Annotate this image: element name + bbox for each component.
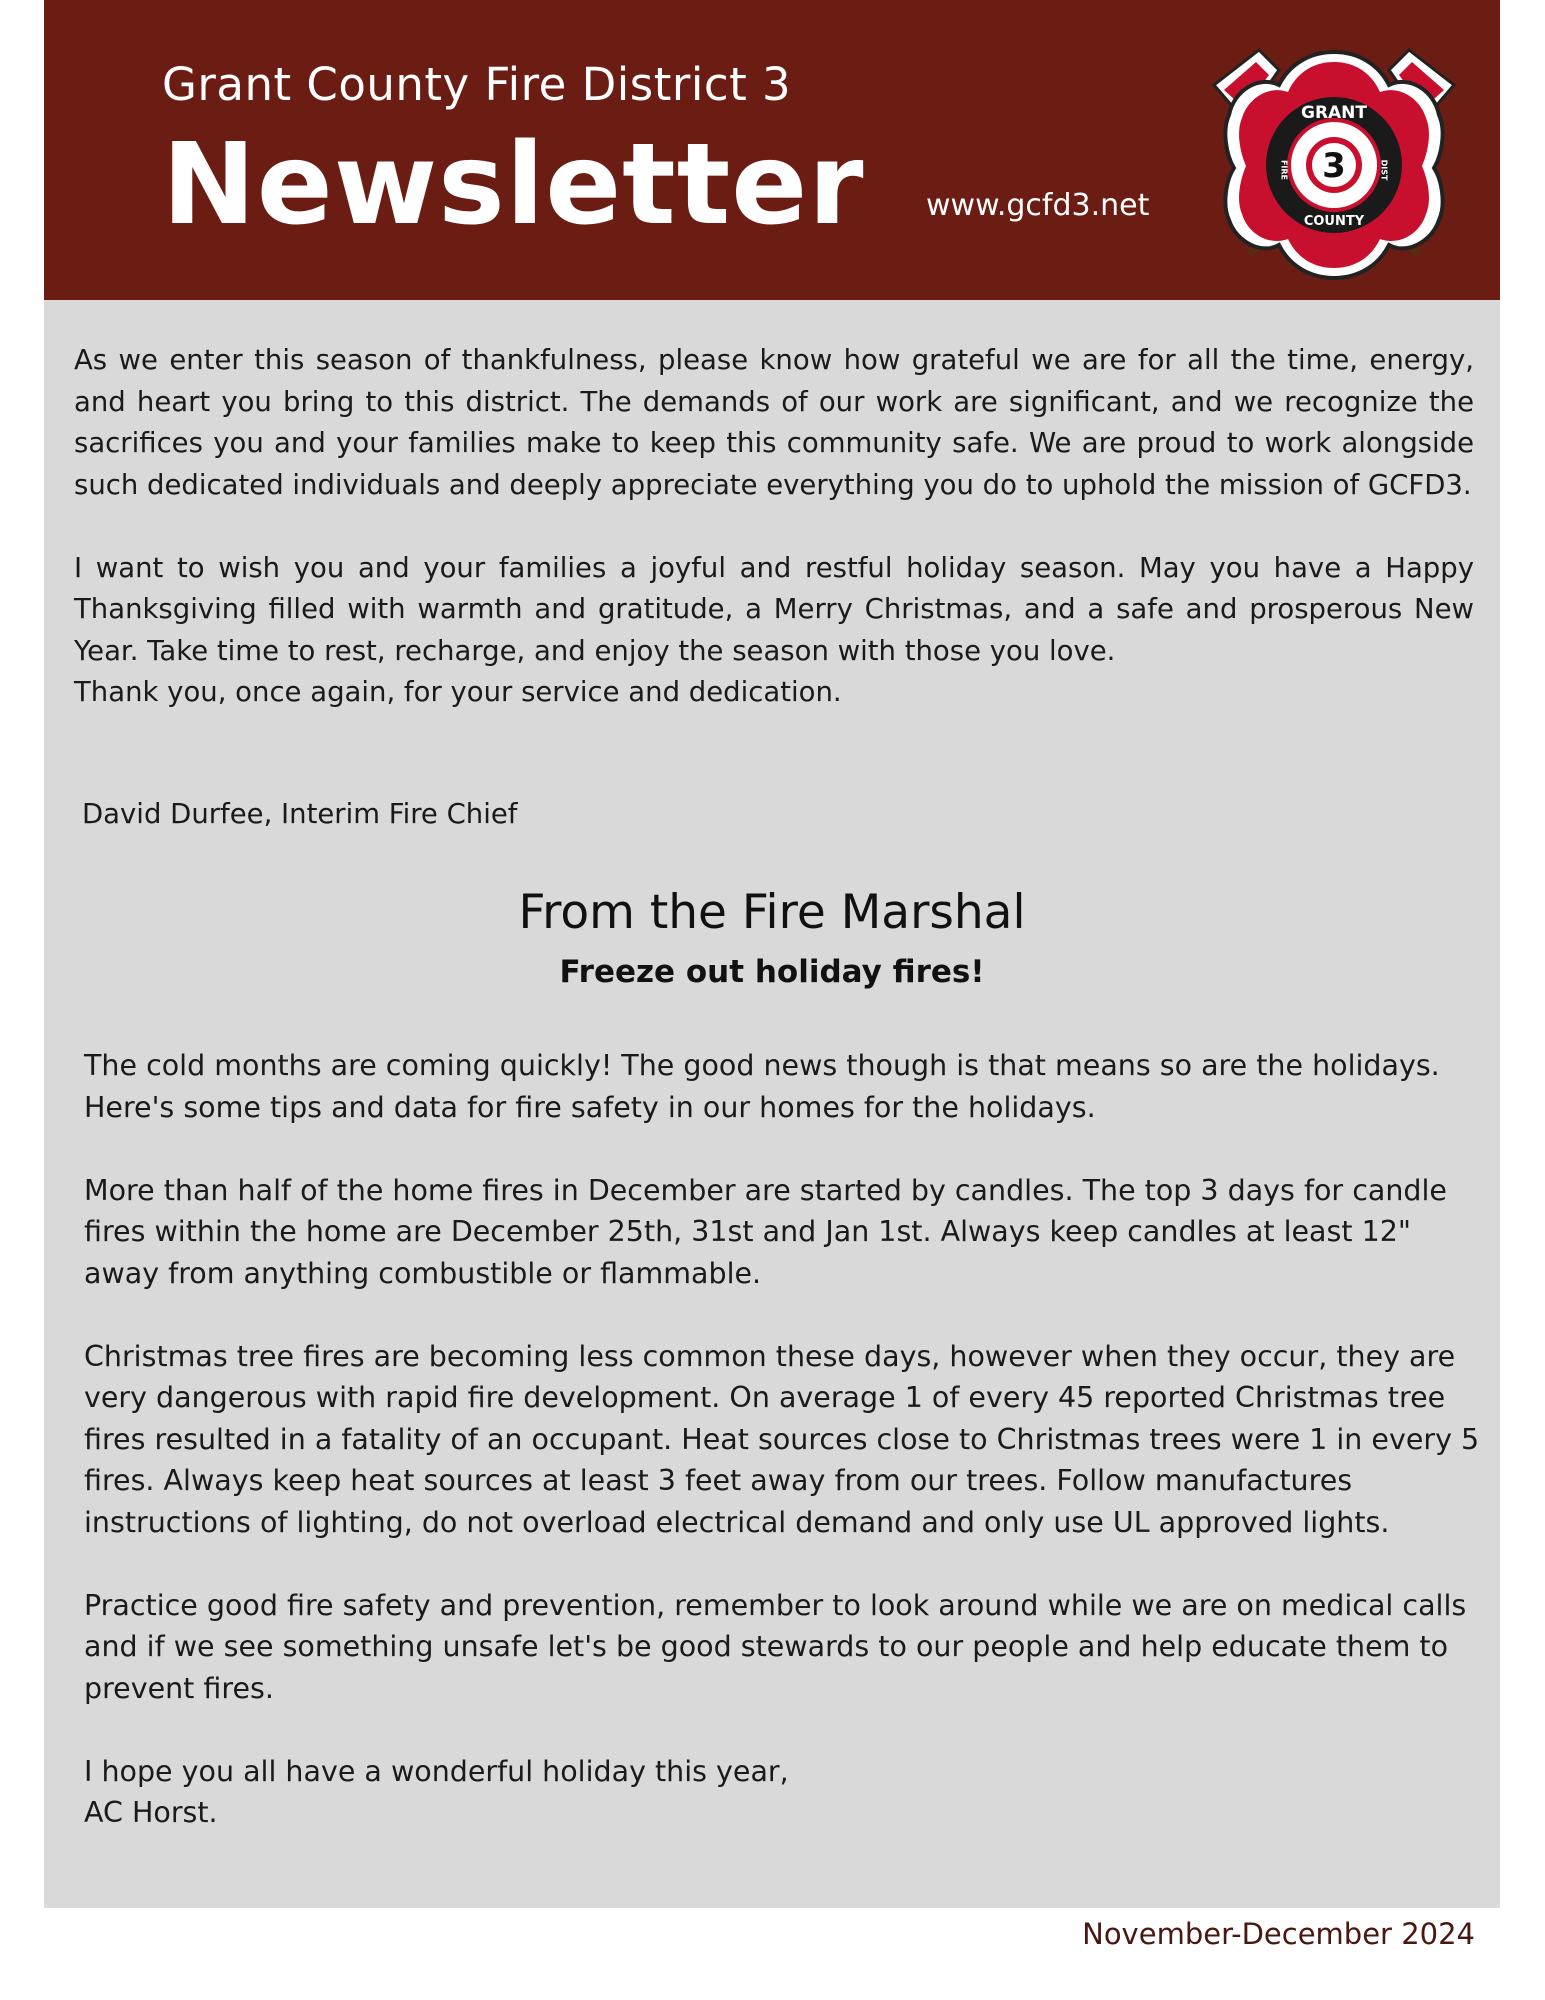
marshal-signature: AC Horst.: [84, 1796, 218, 1829]
section-subtitle: Freeze out holiday fires!: [559, 954, 985, 990]
marshal-closing: I hope you all have a wonderful holiday this year,: [84, 1754, 789, 1788]
marshal-paragraph-1: The cold months are coming quickly! The good news though is that means so are the holidays. Here's some tips and data for fire safety in our homes for the holidays.: [84, 1049, 1440, 1124]
fire-marshal-article: [84, 1045, 1484, 1834]
district-name: Grant County Fire District 3: [162, 58, 792, 111]
marshal-paragraph-2: More than half of the home fires in December are started by candles. The top 3 days for candle fires within the home are December 25th, 31st and Jan 1st. Always keep candles at least 12" away from anything combustible or flammable.: [84, 1173, 1447, 1290]
logo-bottom-text: COUNTY: [1303, 214, 1365, 229]
chief-paragraph-3: Thank you, once again, for your service and dedication.: [74, 676, 842, 708]
chief-signature: David Durfee, Interim Fire Chief: [82, 798, 518, 830]
header-banner: [44, 0, 1500, 300]
content-panel: [44, 300, 1500, 1908]
section-title: From the Fire Marshal: [518, 885, 1026, 940]
logo-number: 3: [1322, 146, 1346, 186]
chief-letter: [74, 340, 1474, 755]
logo-left-text: FIRE: [1279, 159, 1289, 181]
fire-district-logo: [1184, 30, 1484, 280]
website-link[interactable]: www.gcfd3.net: [926, 188, 1150, 223]
newsletter-title: Newsletter: [162, 120, 865, 250]
logo-right-text: DIST: [1379, 159, 1389, 181]
logo-top-text: GRANT: [1300, 103, 1368, 123]
chief-paragraph-2: I want to wish you and your families a joyful and restful holiday season. May you have a Happy Thanksgiving filled with warmth and gratitude, a Merry Christmas, and a safe and prosperous New Year. Take time to rest, recharge, and enjoy the season with those you love.: [74, 551, 1474, 667]
marshal-paragraph-3: Christmas tree fires are becoming less common these days, however when they occur, they are very dangerous with rapid fire development. On average 1 of every 45 reported Christmas tree fires resulted in a fatality of an occupant. Heat sources close to Christmas trees were 1 in every 5 fires. Always keep heat sources at least 3 feet away from our trees. Follow manufactures instructions of lighting, do not overload electrical demand and only use UL approved lights.: [84, 1339, 1480, 1539]
chief-paragraph-1: As we enter this season of thankfulness, please know how grateful we are for all the time, energy, and heart you bring to this district. The demands of our work are significant, and we recognize the sacrifices you and your families make to keep this community safe. We are proud to work alongside such dedicated individuals and deeply appreciate everything you do to uphold the mission of GCFD3.: [74, 344, 1474, 501]
issue-date: November-December 2024: [1082, 1917, 1475, 1951]
marshal-paragraph-4: Practice good fire safety and prevention, remember to look around while we are on medical calls and if we see something unsafe let's be good stewards to our people and help educate them to prevent fires.: [84, 1588, 1467, 1705]
